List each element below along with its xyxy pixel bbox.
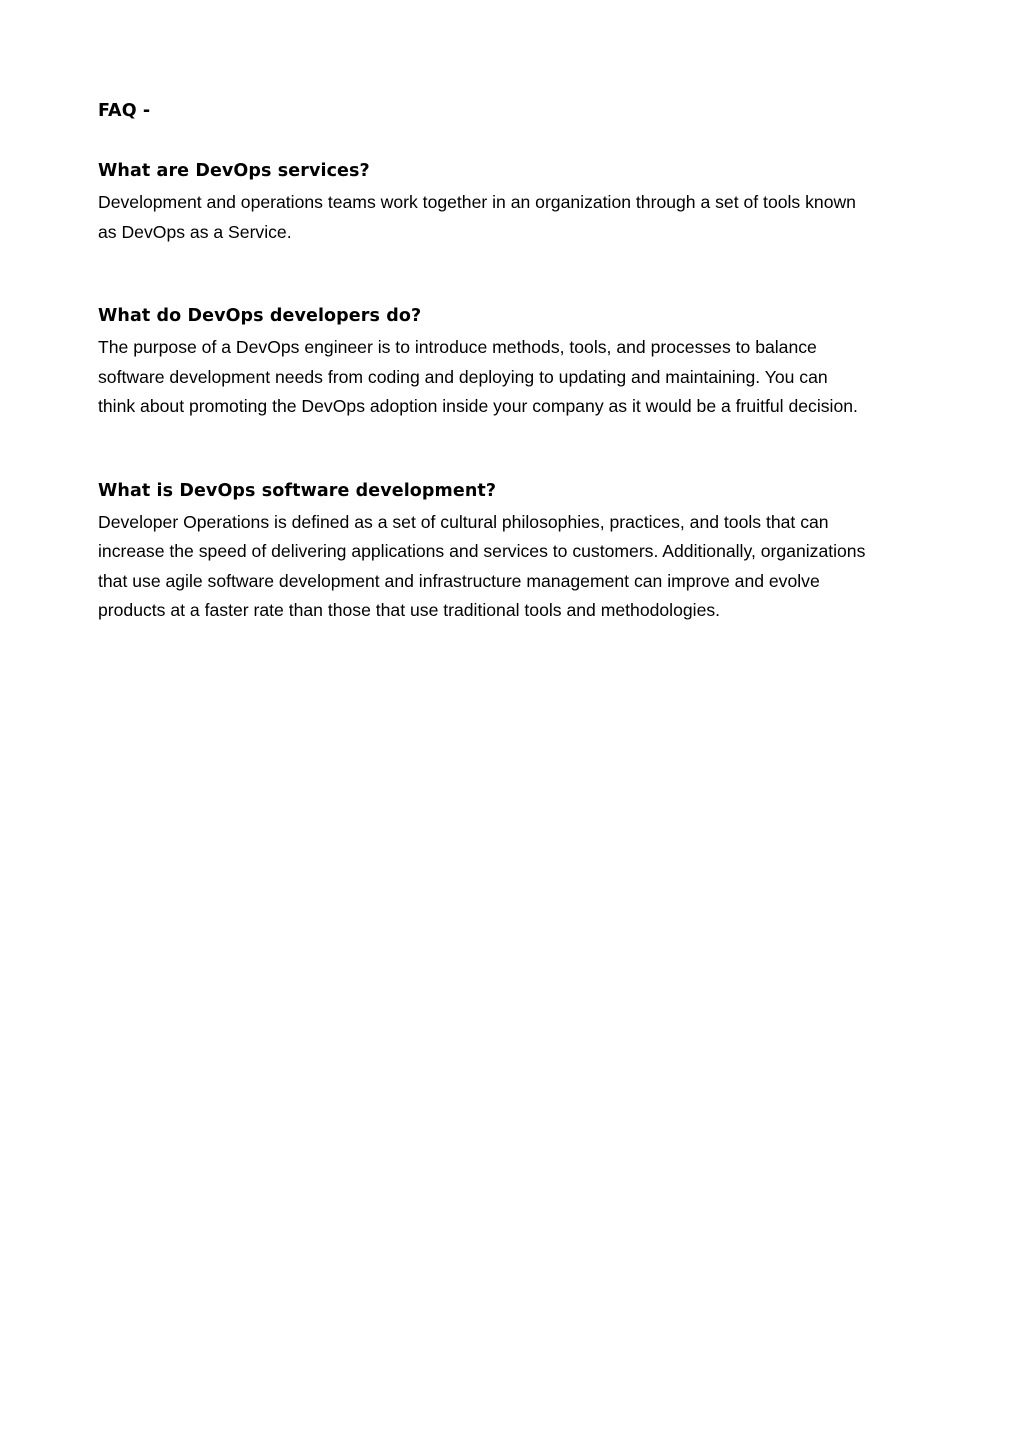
answer-line: think about promoting the DevOps adoption inside your company as it would be a fruitful decision. [98, 396, 858, 416]
answer-line: Development and operations teams work together in an organization through a set of tools known [98, 192, 856, 212]
faq-item-devops-developers [98, 304, 938, 422]
faq-answer [98, 188, 938, 247]
answer-line: that use agile software development and infrastructure management can improve and evolve [98, 570, 820, 591]
faq-question: What are DevOps services? [98, 161, 370, 181]
faq-question: What is DevOps software development? [98, 480, 497, 501]
faq-answer [98, 333, 938, 422]
faq-title: FAQ - [98, 101, 151, 121]
answer-line: The purpose of a DevOps engineer is to introduce methods, tools, and processes to balance [98, 337, 817, 357]
answer-line: as DevOps as a Service. [98, 221, 292, 242]
faq-item-devops-software-development [98, 479, 938, 626]
faq-item-devops-services [98, 159, 938, 247]
answer-line: increase the speed of delivering applications and services to customers. Additionally, organizations [98, 541, 866, 561]
document-content [98, 99, 938, 626]
faq-answer [98, 508, 938, 626]
answer-line: software development needs from coding and deploying to updating and maintaining. You can [98, 366, 828, 387]
faq-question: What do DevOps developers do? [98, 306, 422, 326]
answer-line: products at a faster rate than those that use traditional tools and methodologies. [98, 600, 721, 620]
answer-line: Developer Operations is defined as a set of cultural philosophies, practices, and tools that can [98, 511, 829, 532]
